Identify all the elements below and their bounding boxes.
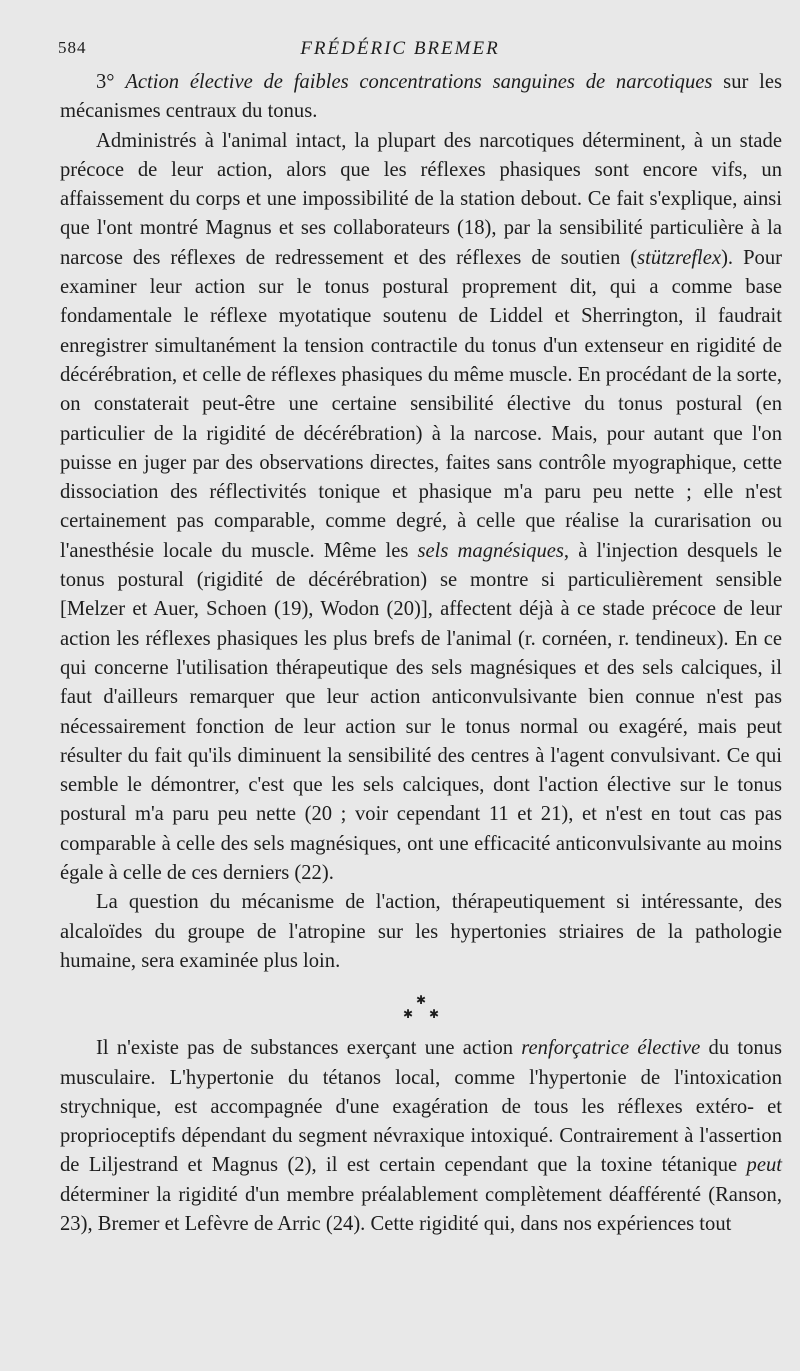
italic-term: renforçatrice élective xyxy=(521,1037,701,1060)
asterisk-icon: ✱ xyxy=(415,993,427,1008)
page-number: 584 xyxy=(58,38,87,57)
body-text xyxy=(60,68,782,1239)
section-title-rest: sur les mécanismes centraux du tonus. xyxy=(60,71,782,123)
page-header xyxy=(58,38,742,68)
italic-term: sels magnésiques xyxy=(417,539,564,562)
asterisk-icon: ✱ xyxy=(402,1007,413,1022)
paragraph-1 xyxy=(60,127,782,889)
paragraph-3 xyxy=(60,1034,782,1239)
running-head: FRÉDÉRIC BREMER xyxy=(300,38,500,59)
asterisk-pair xyxy=(60,1008,782,1020)
paragraph-text: Administrés à l'animal intact, la plupart des narcotiques déterminent, à un stade précoce de leur action, alors que les réflexes phasiques sont encore vifs, un affaissement du corps et une impossibilité de la station debout. Ce fait s'explique, ainsi que l'ont montré Magnus et ses collaborateurs (18), par la sensibilité particulière à la narcose des réflexes de redressement et des réflexes de soutien ( xyxy=(60,129,782,269)
paragraph-text: La question du mécanisme de l'action, thérapeutiquement si intéressante, des alcaloïdes du groupe de l'atropine sur les hypertonies striaires de la pathologie humaine, sera examinée plus loin. xyxy=(60,891,782,972)
section-number: 3° xyxy=(96,71,115,93)
paragraph-text: , à l'injection desquels le tonus postural (rigidité de décérébration) se montre si particulièrement sensible [Melzer et Auer, Schoen (19), Wodon (20)], affectent déjà à ce stade précoce de leur action les réflexes phasiques les plus brefs de l'animal (r. cornéen, r. tendineux). En ce qui concerne l'utilisation thérapeutique des sels magnésiques et des sels calciques, il faut d'ailleurs remarquer que leur action anticonvulsivante bien connue n'est pas nécessairement fonction de leur action sur le tonus normal ou exagéré, mais peut résulter du fait qu'ils diminuent la sensibilité des centres à l'agent convulsivant. Ce qui semble le démontrer, c'est que les sels calciques, dont l'action élective sur le tonus postural m'a paru peu nette (20 ; voir cependant 11 et 21), et n'est en tout cas pas comparable à celle des sels magnésiques, ont une efficacité anticonvulsivante au moins égale à celle de ces derniers (22). xyxy=(60,539,782,885)
paragraph-text: ). Pour examiner leur action sur le tonus postural proprement dit, qui a comme base fondamentale le réflexe myotatique soutenu de Liddel et Sherrington, il faudrait enregistrer simultanément la tension contractile du tonus d'un extenseur en rigidité de décérébration, et celle de réflexes phasiques du même muscle. En procédant de la sorte, on constaterait peut-être une certaine sensibilité élective du tonus postural (en particulier de la rigidité de décérébration) à la narcose. Mais, pour autant que l'on puisse en juger par des observations directes, faites sans contrôle myographique, cette dissociation des réflectivités tonique et phasique m'a paru peu nette ; elle n'est certainement pas comparable, comme degré, à celle que réalise la curarisation ou l'anesthésie locale du muscle. Même les xyxy=(60,246,783,562)
paragraph-2 xyxy=(60,888,782,976)
asterisk-icon: ✱ xyxy=(429,1007,440,1022)
italic-term: peut xyxy=(746,1154,782,1177)
section-heading xyxy=(60,68,782,127)
section-separator-asterism xyxy=(60,976,782,1034)
paragraph-text: du tonus musculaire. L'hypertonie du tétanos local, comme l'hypertonie de l'intoxication strychnique, est accompagnée d'une exagération de tous les réflexes extéro- et proprioceptifs dépendant du segment névraxique intoxiqué. Contrairement à l'assertion de Liljestrand et Magnus (2), il est certain cependant que la toxine tétanique xyxy=(60,1037,782,1177)
paragraph-text: déterminer la rigidité d'un membre préalablement complètement déafférenté (Ranson, 23), Bremer et Lefèvre de Arric (24). Cette rigidité qui, dans nos expériences tout xyxy=(60,1183,782,1235)
italic-term: stützreflex xyxy=(637,246,722,269)
section-title-italic: Action élective de faibles concentrations sanguines de narcotiques xyxy=(125,71,713,93)
paragraph-text: Il n'existe pas de substances exerçant une action xyxy=(96,1037,522,1060)
